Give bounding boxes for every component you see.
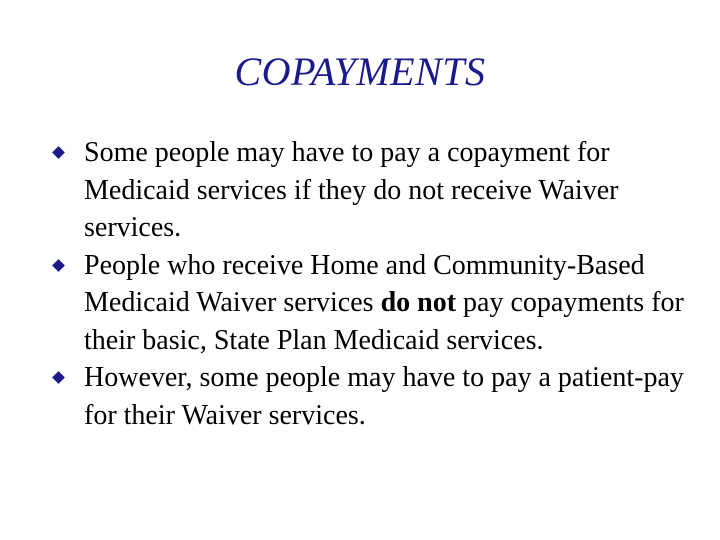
diamond-bullet-icon — [52, 371, 65, 384]
bullet-text: However, some people may have to pay a patient-pay for their Waiver services. — [84, 362, 684, 431]
diamond-bullet-icon — [52, 146, 65, 159]
bullet-list — [52, 134, 702, 434]
slide-title: COPAYMENTS — [234, 49, 486, 94]
bullet-text-emphasis: do not — [380, 287, 457, 318]
diamond-bullet-icon — [52, 259, 65, 272]
bullet-item-waiver-no-copay — [52, 247, 702, 360]
bullet-text: Some people may have to pay a copayment for Medicaid services if they do not receive Waiver services. — [84, 137, 619, 243]
bullet-item-patient-pay — [52, 359, 702, 434]
bullet-text-after: pay copayments for their basic, State Plan Medicaid services. — [84, 287, 684, 356]
bullet-item-copayment — [52, 134, 702, 247]
bullet-text-before: People who receive Home and Community-Based Medicaid Waiver services — [84, 249, 645, 318]
